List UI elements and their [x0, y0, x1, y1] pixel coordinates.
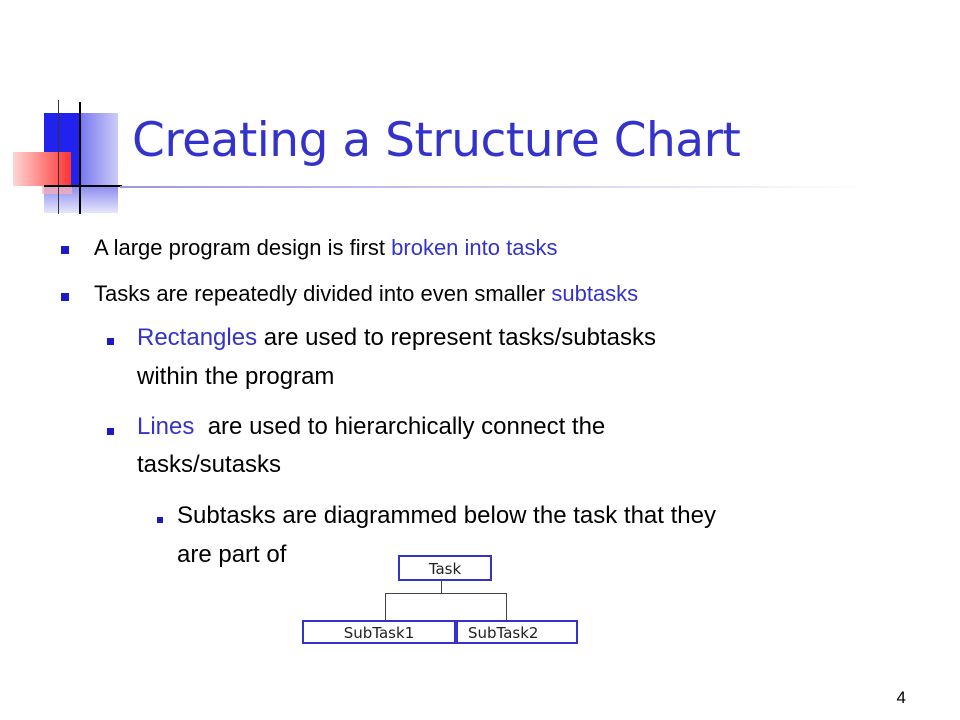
bullet-marker — [107, 338, 114, 345]
highlight-text: Rectangles — [137, 324, 258, 351]
bullet-marker — [107, 428, 114, 435]
connector-line — [385, 593, 386, 621]
highlight-text: broken into tasks — [391, 235, 558, 260]
bullet-text: A large program design is first — [94, 235, 392, 260]
bullet-item-1 — [94, 235, 557, 261]
bullet-text: Tasks are repeatedly divided into even smaller — [94, 281, 552, 306]
connector-line — [506, 593, 507, 621]
subtask-node: SubTask1 — [302, 620, 456, 644]
slide-title: Creating a Structure Chart — [132, 113, 741, 168]
subtask-node: SubTask2 — [456, 620, 578, 644]
bullet-item-5: Subtasks are diagrammed below the task that they — [177, 502, 716, 529]
bullet-item-2 — [94, 281, 638, 307]
bullet-item-4 — [137, 413, 605, 441]
highlight-text: Lines — [137, 413, 195, 440]
bullet-item-4-cont: tasks/sutasks — [137, 451, 282, 478]
connector-line — [385, 593, 507, 594]
connector-line — [441, 581, 442, 593]
bullet-text: are used to represent tasks/subtasks — [257, 324, 656, 351]
bullet-item-3-cont: within the program — [137, 363, 335, 390]
title-underline — [120, 186, 870, 188]
bullet-item-3 — [137, 324, 656, 352]
bullet-marker — [61, 293, 69, 301]
bullet-text: are used to hierarchically connect the — [194, 413, 606, 440]
bullet-marker — [61, 246, 69, 254]
bullet-item-5-cont: are part of — [177, 541, 287, 568]
highlight-text: subtasks — [551, 281, 639, 306]
bullet-marker — [157, 517, 163, 523]
task-node: Task — [398, 555, 492, 581]
page-number: 4 — [896, 688, 906, 707]
